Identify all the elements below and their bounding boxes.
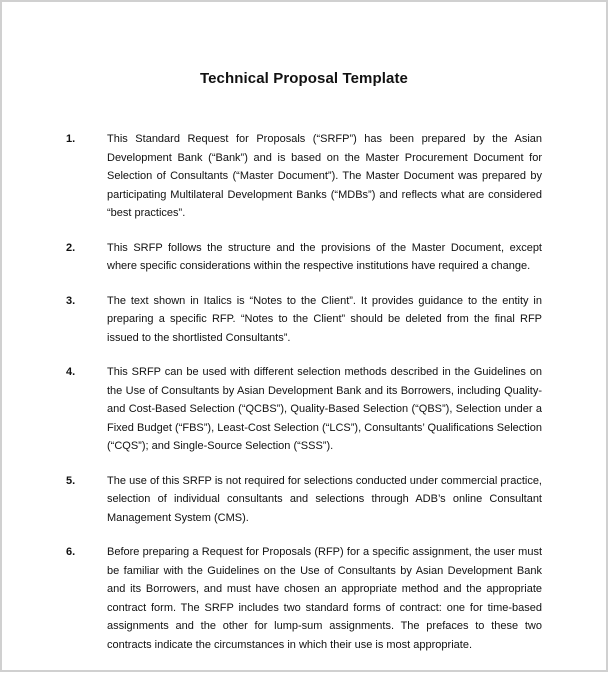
item-number: 4.: [66, 366, 76, 378]
item-number: 5.: [66, 474, 76, 487]
list-item: [66, 292, 542, 348]
list-item: [66, 363, 542, 456]
item-text: Before preparing a Request for Proposals (RFP) for a specific assignment, the user must be familiar with the Guidelines on the Use of Consultants by Asian Development Bank and its Borrowers, and must have chosen an appropriate method and the appropriate contract form. The SRFP includes two standard forms of contract: one for time-based assignments and the other for lump-sum assignments. The prefaces to these two contracts indicate the circumstances in which their use is most appropriate.: [107, 546, 542, 651]
list-item: [66, 239, 542, 276]
item-text: The text shown in Italics is “Notes to the Client”. It provides guidance to the entity in preparing a specific RFP. “Notes to the Client” should be deleted from the final RFP issued to the shortlisted Consultants”.: [107, 294, 542, 344]
item-number: 6.: [66, 546, 76, 558]
numbered-list: [66, 130, 542, 670]
item-number: 2.: [66, 241, 76, 254]
item-text: This SRFP can be used with different selection methods described in the Guidelines on the Use of Consultants by Asian Development Bank and its Borrowers, including Quality- and Cost-Based Selection (“QCBS”), Quality-Based Selection (“QBS”), Selection under a Fixed Budget (“FBS”), Least-Cost Selection (“LCS”), Consultants’ Qualifications Selection (“CQS”); and Single-Source Selection (“SSS”).: [107, 366, 542, 452]
page-title: Technical Proposal Template: [199, 70, 409, 87]
list-item: [66, 543, 542, 654]
list-item: [66, 130, 542, 223]
item-text: This SRFP follows the structure and the provisions of the Master Document, except where specific considerations within the respective institutions have required a change.: [107, 241, 542, 272]
item-number: 3.: [66, 294, 76, 307]
item-text: The use of this SRFP is not required for selections conducted under commercial practice, selection of individual consultants and selections through ADB’s online Consultant Management System (CMS).: [107, 474, 542, 524]
list-item: [66, 472, 542, 528]
item-text: This Standard Request for Proposals (“SRFP”) has been prepared by the Asian Development Bank (“Bank”) and is based on the Master Procurement Document for Selection of Consultants (“Master Document”). The Master Document was prepared by participating Multilateral Development Banks (“MDBs”) and reflects what are considered “best practices”.: [107, 133, 542, 219]
item-number: 1.: [66, 133, 76, 145]
